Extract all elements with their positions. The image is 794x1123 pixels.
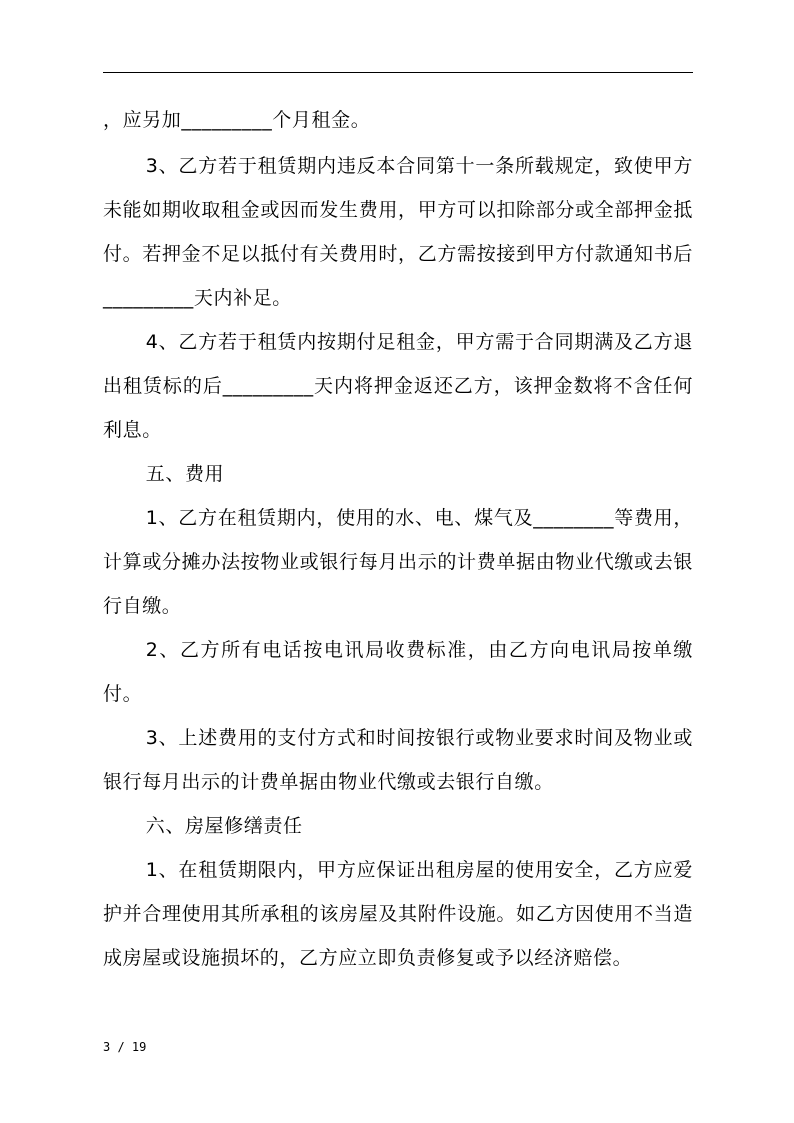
- section-heading-repairs: 六、房屋修缮责任: [145, 815, 303, 837]
- paragraph-deposit-deduction: 3、乙方若于租赁期内违反本合同第十一条所载规定，致使甲方未能如期收取租金或因而发生费用，甲方可以扣除部分或全部押金抵付。若押金不足以抵付有关费用时，乙方需按接到甲方付款通知书后_________天内补足。: [103, 155, 693, 309]
- paragraph-payment-method: 3、上述费用的支付方式和时间按银行或物业要求时间及物业或银行每月出示的计费单据由物业代缴或去银行自缴。: [103, 727, 693, 793]
- page-number: 3 / 19: [103, 1040, 147, 1054]
- paragraph-utilities: 1、乙方在租赁期内，使用的水、电、煤气及________等费用，计算或分摊办法按物业或银行每月出示的计费单据由物业代缴或去银行自缴。: [103, 507, 693, 617]
- paragraph-continuation: ，应另加_________个月租金。: [103, 109, 371, 131]
- paragraph-telephone: 2、乙方所有电话按电讯局收费标准，由乙方向电讯局按单缴付。: [103, 639, 693, 705]
- paragraph-repair-duty: 1、在租赁期限内，甲方应保证出租房屋的使用安全，乙方应爱护并合理使用其所承租的该房屋及其附件设施。如乙方因使用不当造成房屋或设施损坏的，乙方应立即负责修复或予以经济赔偿。: [103, 859, 693, 969]
- header-rule: [103, 72, 693, 73]
- section-heading-fees: 五、费用: [145, 463, 225, 485]
- paragraph-deposit-return: 4、乙方若于租赁内按期付足租金，甲方需于合同期满及乙方退出租赁标的后_________天内将押金返还乙方，该押金数将不含任何利息。: [103, 331, 693, 441]
- document-body: [103, 98, 693, 980]
